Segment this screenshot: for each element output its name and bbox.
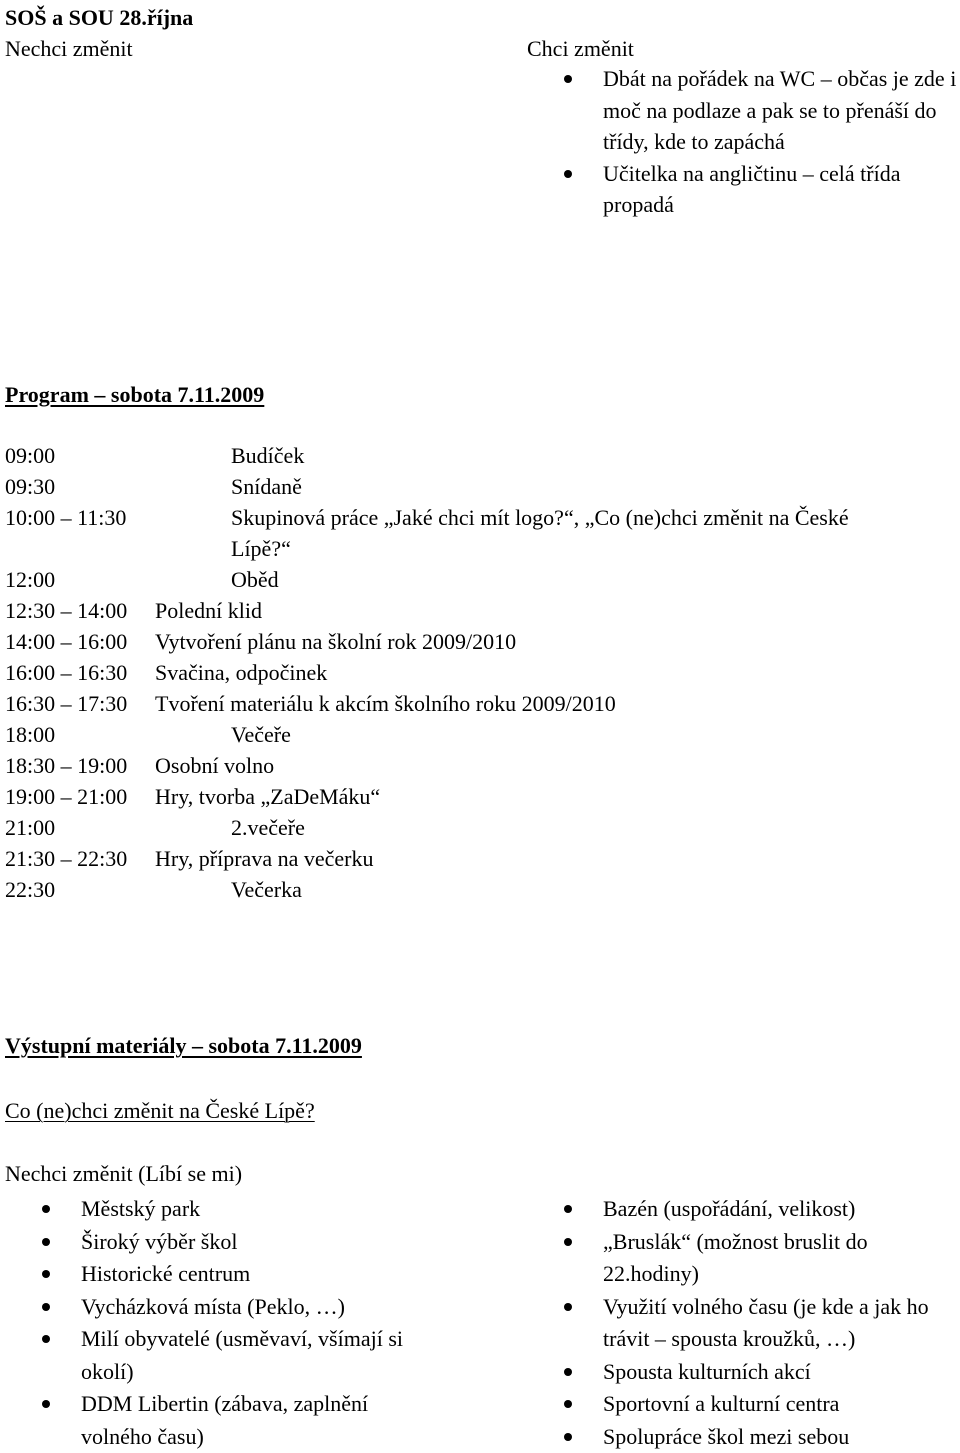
schedule-time: 16:00 – 16:30 <box>5 657 127 688</box>
list-item <box>81 1193 481 1226</box>
schedule-activity: Polední klid <box>155 595 262 626</box>
list-item-text: Bazén (uspořádání, velikost) <box>603 1196 855 1221</box>
schedule-row <box>5 688 955 719</box>
schedule-time: 14:00 – 16:00 <box>5 626 127 657</box>
schedule-activity: Svačina, odpočinek <box>155 657 327 688</box>
list-item <box>603 1421 958 1453</box>
likes-list-left <box>81 1193 481 1453</box>
list-item-text: Vycházková místa (Peklo, …) <box>81 1294 345 1319</box>
outputs-question: Co (ne)chci změnit na České Lípě? <box>5 1095 315 1126</box>
program-schedule <box>5 440 955 905</box>
want-change-label: Chci změnit <box>527 33 634 64</box>
schedule-time: 18:00 <box>5 719 55 750</box>
list-item-text: Historické centrum <box>81 1261 250 1286</box>
schedule-time: 16:30 – 17:30 <box>5 688 127 719</box>
schedule-time: 22:30 <box>5 874 55 905</box>
schedule-time: 09:00 <box>5 440 55 471</box>
schedule-row <box>5 781 955 812</box>
list-item-text: Městský park <box>81 1196 200 1221</box>
list-item <box>603 1291 958 1356</box>
schedule-activity: Skupinová práce „Jaké chci mít logo?“, „Co (ne)chci změnit na České <box>231 502 849 533</box>
schedule-time: 12:30 – 14:00 <box>5 595 127 626</box>
list-item-text: Sportovní a kulturní centra <box>603 1391 839 1416</box>
want-change-list <box>603 63 960 221</box>
schedule-row <box>5 874 955 905</box>
schedule-activity: Oběd <box>231 564 279 595</box>
schedule-row <box>5 502 955 564</box>
schedule-activity: Budíček <box>231 440 304 471</box>
list-item-text: DDM Libertin (zábava, zaplnění volného času) <box>81 1391 368 1449</box>
schedule-activity: Snídaně <box>231 471 302 502</box>
schedule-activity-continued: Lípě?“ <box>231 533 291 564</box>
schedule-row <box>5 719 955 750</box>
schedule-row <box>5 812 955 843</box>
list-item-text: Dbát na pořádek na WC – občas je zde i moč na podlaze a pak se to přenáší do třídy, kde to zapáchá <box>603 66 956 154</box>
schedule-activity: Hry, tvorba „ZaDeMáku“ <box>155 781 380 812</box>
schedule-activity: 2.večeře <box>231 812 305 843</box>
schedule-time: 12:00 <box>5 564 55 595</box>
list-item-text: Učitelka na angličtinu – celá třída propadá <box>603 161 900 218</box>
list-item <box>603 1193 958 1226</box>
list-item-text: Spousta kulturních akcí <box>603 1359 811 1384</box>
outputs-title: Výstupní materiály – sobota 7.11.2009 <box>5 1030 362 1061</box>
schedule-activity: Vytvoření plánu na školní rok 2009/2010 <box>155 626 516 657</box>
list-item <box>603 158 960 221</box>
schedule-row <box>5 440 955 471</box>
schedule-activity: Hry, příprava na večerku <box>155 843 373 874</box>
schedule-time: 19:00 – 21:00 <box>5 781 127 812</box>
list-item <box>603 63 960 158</box>
schedule-activity: Tvoření materiálu k akcím školního roku 2009/2010 <box>155 688 616 719</box>
list-item <box>81 1226 481 1259</box>
list-item <box>603 1356 958 1389</box>
list-item-text: „Bruslák“ (možnost bruslit do 22.hodiny) <box>603 1229 868 1287</box>
schedule-row <box>5 843 955 874</box>
schedule-row <box>5 595 955 626</box>
list-item-text: Milí obyvatelé (usměvaví, všímají si okolí) <box>81 1326 403 1384</box>
schedule-time: 18:30 – 19:00 <box>5 750 127 781</box>
program-title: Program – sobota 7.11.2009 <box>5 379 264 410</box>
list-item <box>603 1388 958 1421</box>
list-item-text: Široký výběr škol <box>81 1229 237 1254</box>
list-item <box>81 1323 441 1388</box>
list-item <box>81 1388 426 1453</box>
schedule-activity: Večerka <box>231 874 302 905</box>
schedule-time: 21:30 – 22:30 <box>5 843 127 874</box>
list-item <box>81 1291 481 1324</box>
schedule-time: 21:00 <box>5 812 55 843</box>
schedule-row <box>5 564 955 595</box>
likes-list-right <box>603 1193 958 1453</box>
dont-change-label: Nechci změnit <box>5 33 133 64</box>
list-item-text: Využití volného času (je kde a jak ho trávit – spousta kroužků, …) <box>603 1294 929 1352</box>
outputs-dont-change-label: Nechci změnit (Líbí se mi) <box>5 1158 242 1189</box>
list-item <box>81 1258 481 1291</box>
schedule-activity: Osobní volno <box>155 750 274 781</box>
schedule-row <box>5 626 955 657</box>
list-item <box>603 1226 933 1291</box>
school-name: SOŠ a SOU 28.října <box>5 2 193 33</box>
schedule-row <box>5 657 955 688</box>
schedule-activity: Večeře <box>231 719 291 750</box>
schedule-row <box>5 471 955 502</box>
list-item-text: Spolupráce škol mezi sebou <box>603 1424 849 1449</box>
schedule-time: 10:00 – 11:30 <box>5 502 126 533</box>
schedule-row <box>5 750 955 781</box>
schedule-time: 09:30 <box>5 471 55 502</box>
